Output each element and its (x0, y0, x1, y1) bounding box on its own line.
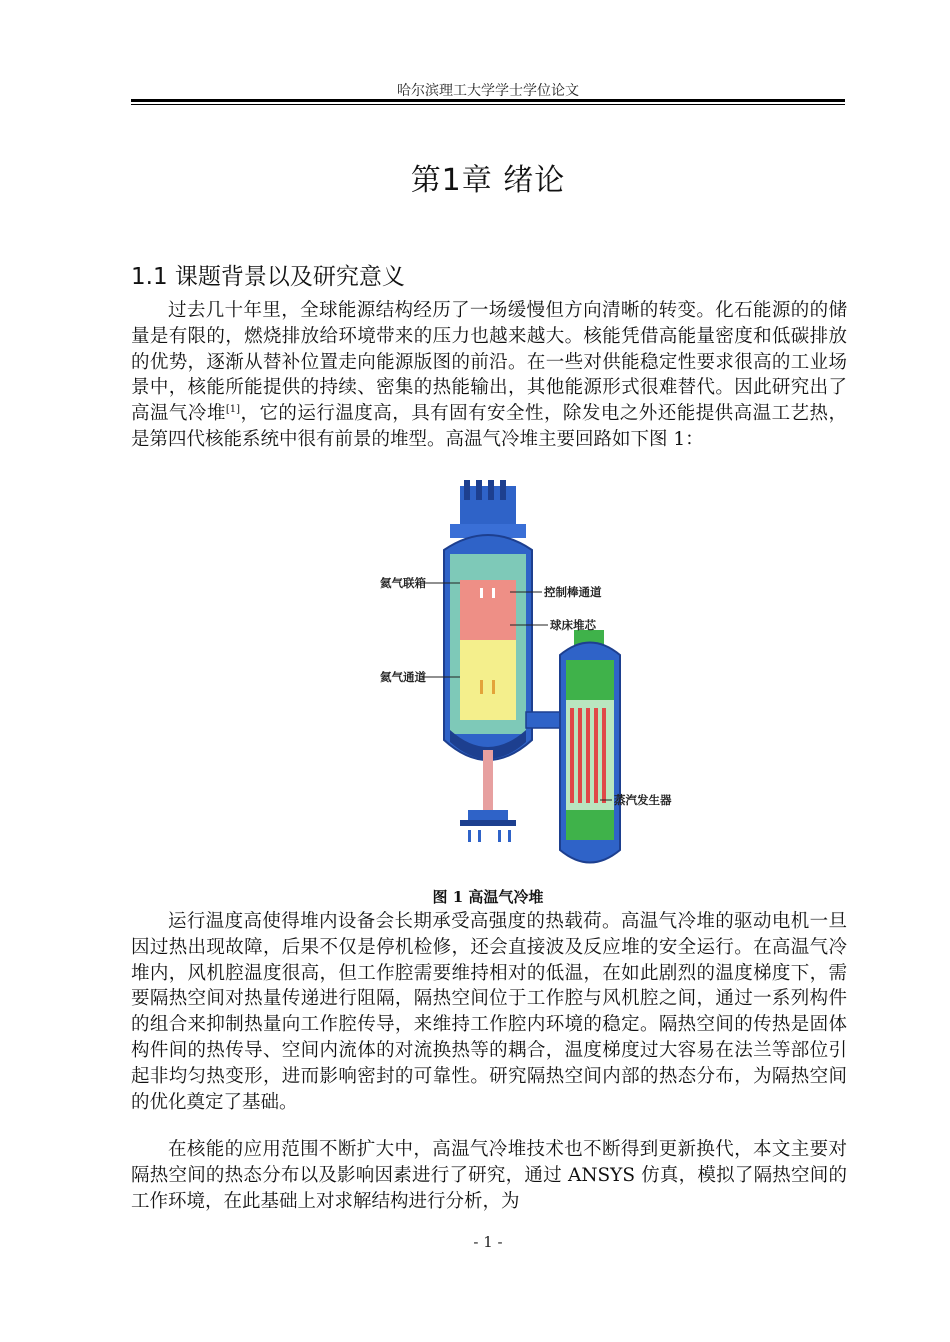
core-upper-zone (460, 580, 516, 642)
paragraph-3: 在核能的应用范围不断扩大中，高温气冷堆技术也不断得到更新换代，本文主要对隔热空间的热态分布以及影响因素进行了研究，通过 ANSYS 仿真，模拟了隔热空间的工作环境，在此基础上对求解结构进行分析，为 (131, 1139, 847, 1212)
paragraph-2: 运行温度高使得堆内设备会长期承受高强度的热载荷。高温气冷堆的驱动电机一旦因过热出现故障，后果不仅是停机检修，还会直接波及反应堆的安全运行。在高温气冷堆内，风机腔温度很高，但工作腔需要维持相对的低温，在如此剧烈的温度梯度下，需要隔热空间对热量传递进行阻隔，隔热空间位于工作腔与风机腔之间，通过一系列构件的组合来抑制热量向工作腔传导，来维持工作腔内环境的稳定。隔热空间的传热是固体构件间的热传导、空间内流体的对流换热等的耦合，温度梯度过大容易在法兰等部位引起非均匀热变形，进而影响密封的可靠性。研究隔热空间内部的热态分布，为隔热空间的优化奠定了基础。 (131, 911, 847, 1113)
header-rule-thin (131, 104, 845, 105)
label-helium-channel: 氦气通道 (380, 670, 426, 684)
page-number: - 1 - (473, 1233, 503, 1251)
label-pebble-bed-core: 球床堆芯 (550, 618, 596, 632)
steam-generator (560, 630, 620, 863)
chapter-title: 第1章 绪论 (410, 163, 566, 198)
label-control-rod-channel: 控制棒通道 (544, 585, 602, 599)
running-header: 哈尔滨理工大学学士学位论文 (397, 83, 579, 99)
reactor-vessel (444, 535, 532, 842)
core-lower-zone (460, 640, 516, 720)
citation-ref: [1] (225, 404, 241, 416)
label-steam-generator: 蒸汽发生器 (614, 793, 672, 807)
section-title: 1.1 课题背景以及研究意义 (131, 264, 405, 290)
vessel-top-mechanisms (450, 480, 526, 538)
paragraph-1 (131, 298, 847, 453)
paragraph-1-tail: ，它的运行温度高，具有固有安全性，除发电之外还能提供高温工艺热，是第四代核能系统中很有前景的堆型。高温气冷堆主要回路如下图 1： (131, 403, 847, 450)
figure-caption: 图 1 高温气冷堆 (432, 888, 544, 906)
label-helium-plenum: 氦气联箱 (380, 576, 426, 590)
htgr-figure (360, 480, 680, 880)
paragraph-1-text: 过去几十年里，全球能源结构经历了一场缓慢但方向清晰的转变。化石能源的的储量是有限的，燃烧排放给环境带来的压力也越来越大。核能凭借高能量密度和低碳排放的优势，逐渐从替补位置走向能源版图的前沿。在一些对供能稳定性要求很高的工业场景中，核能所能提供的持续、密集的热能输出，其他能源形式很难替代。因此研究出了高温气冷堆 (131, 300, 847, 425)
header-rule-thick (131, 99, 845, 102)
